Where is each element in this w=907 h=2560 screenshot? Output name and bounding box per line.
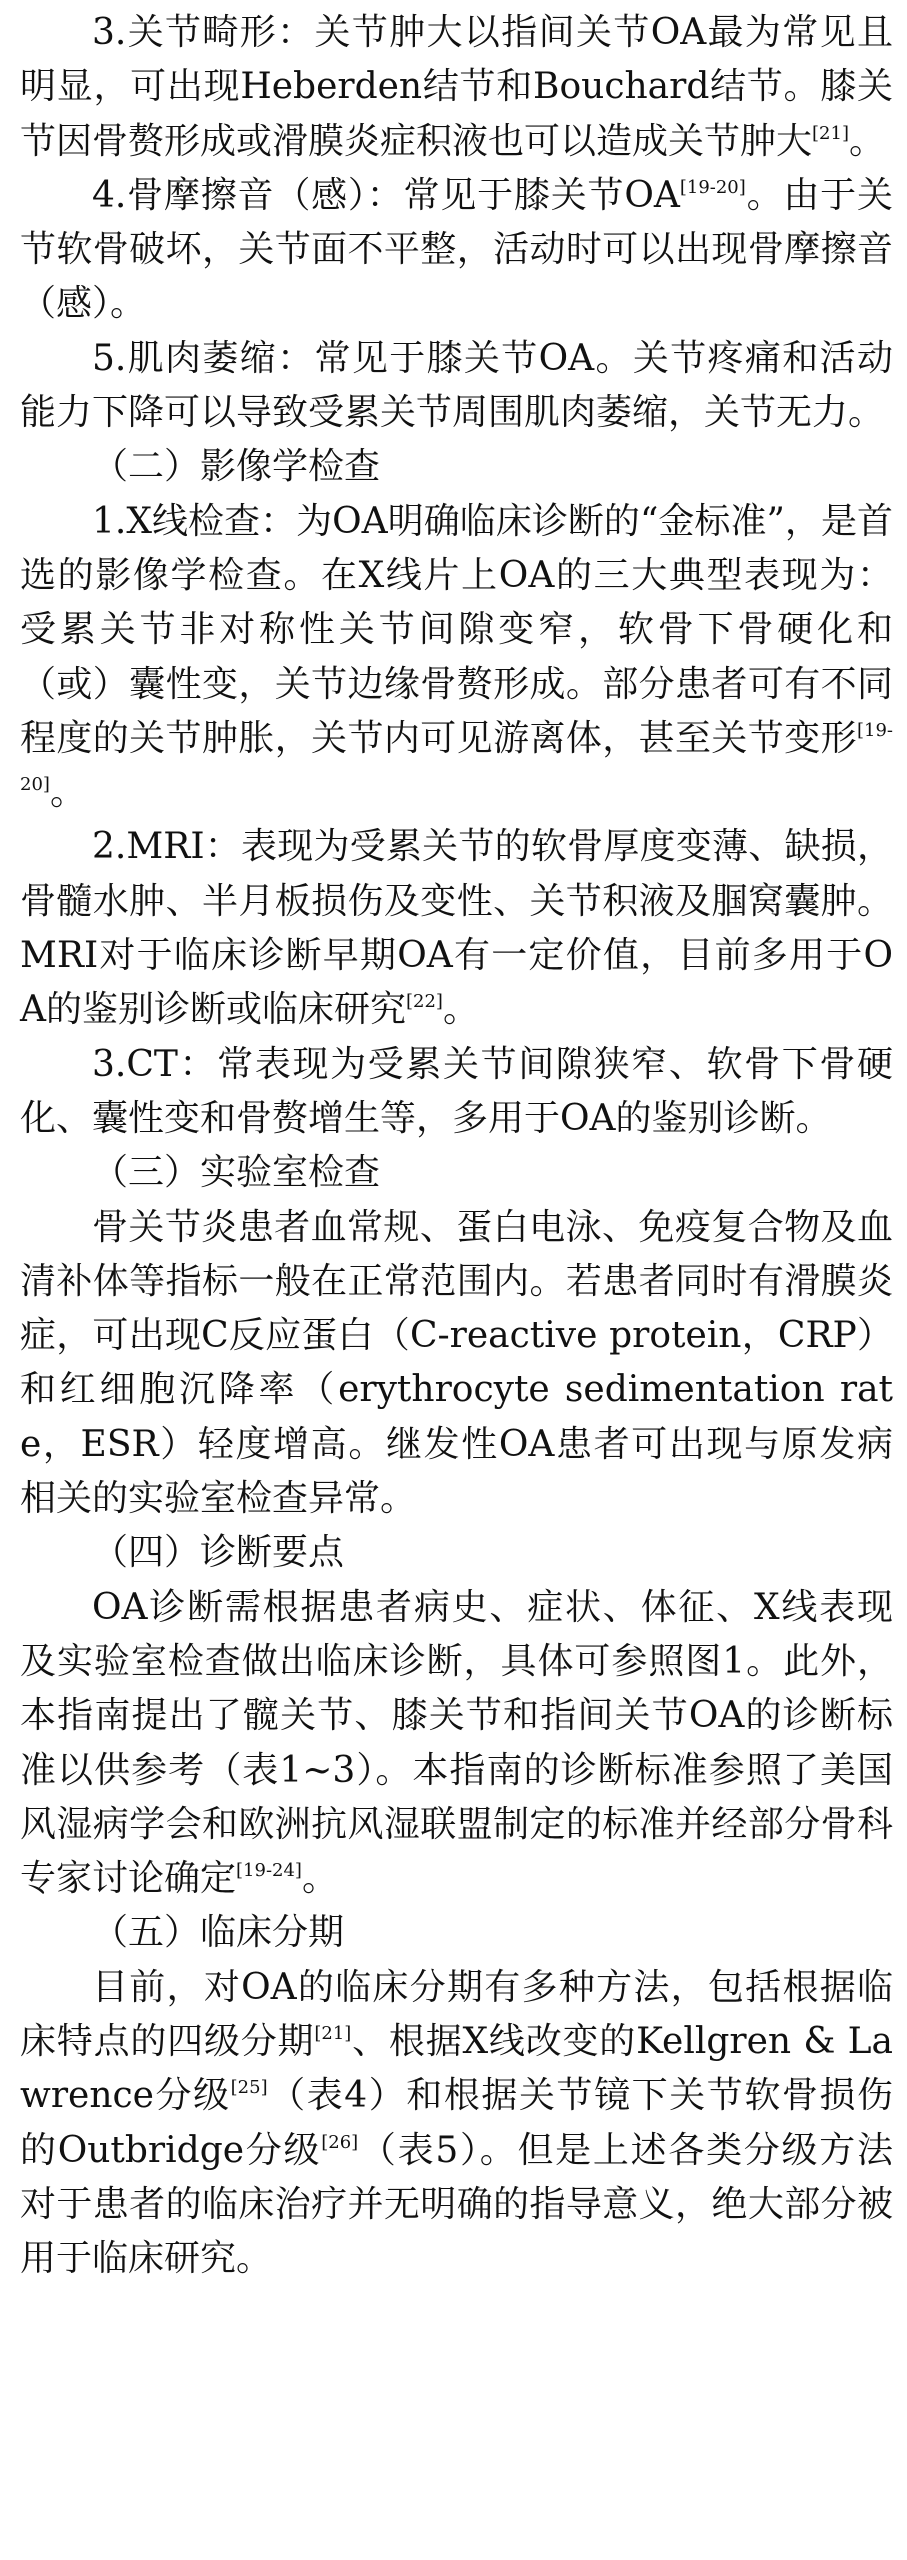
paragraph-joint-deformity: 3.关节畸形：关节肿大以指间关节OA最为常见且明显，可出现Heberden结节和Bouchard结节。膝关节因骨赘形成或滑膜炎症积液也可以造成关节肿大[21]。: [20, 12, 893, 162]
citation-ref[interactable]: [19-24]: [236, 1860, 302, 1882]
paragraph-muscle-atrophy: [20, 332, 893, 441]
paragraph-ct: [20, 1038, 893, 1147]
paragraph-lab: [20, 1201, 893, 1527]
paragraph-staging: [20, 1961, 893, 2287]
paragraph-text: 、根据X线改变的Kellgren & Lawrence分级: [20, 2020, 893, 2117]
citation-ref[interactable]: [22]: [406, 991, 443, 1013]
paragraph-text: OA诊断需根据患者病史、症状、体征、X线表现及实验室检查做出临床诊断，具体可参照图1。此外，本指南提出了髋关节、膝关节和指间关节OA的诊断标准以供参考（表1~3）。本指南的诊断标准参照了美国风湿病学会和欧洲抗风湿联盟制定的标准并经部分骨科专家讨论确定: [20, 1586, 893, 1900]
paragraph-text: 3.CT：常表现为受累关节间隙狭窄、软骨下骨硬化、囊性变和骨赘增生等，多用于OA的鉴别诊断。: [20, 1043, 893, 1139]
paragraph-text: 骨关节炎患者血常规、蛋白电泳、免疫复合物及血清补体等指标一般在正常范围内。若患者同时有滑膜炎症，可出现C反应蛋白（C-reactive protein，CRP）和红细胞沉降率（erythrocyte sedimentation rate，ESR）轻度增高。继发性OA患者可出现与原发病相关的实验室检查异常。: [20, 1206, 893, 1520]
citation-ref[interactable]: [26]: [321, 2131, 359, 2153]
paragraph-text: （表5）。但是上述各类分级方法对于患者的临床治疗并无明确的指导意义，绝大部分被用于临床研究。: [20, 2129, 893, 2280]
citation-ref[interactable]: [19-20]: [679, 176, 746, 198]
paragraph-text: 4.骨摩擦音（感）：常见于膝关节OA: [92, 174, 680, 216]
citation-ref[interactable]: [21]: [812, 122, 849, 144]
paragraph-crepitus: 4.骨摩擦音（感）：常见于膝关节OA[19-20]。由于关节软骨破坏，关节面不平整，活动时可以出现骨摩擦音（感）。: [20, 174, 893, 325]
citation-ref[interactable]: [19-20]: [20, 719, 893, 796]
section-heading-staging: （五）临床分期: [92, 1912, 345, 1954]
paragraph-text: 3.关节畸形：关节肿大以指间关节OA最为常见且明显，可出现Heberden结节和Bouchard结节。膝关节因骨赘形成或滑膜炎症积液也可以造成关节肿大: [20, 12, 893, 162]
section-heading-imaging: （二）影像学检查: [92, 446, 381, 488]
citation-ref[interactable]: [25]: [230, 2077, 268, 2099]
section-heading-diagnosis: （四）诊断要点: [92, 1532, 345, 1574]
citation-ref[interactable]: [21]: [314, 2022, 352, 2044]
paragraph-diagnosis: OA诊断需根据患者病史、症状、体征、X线表现及实验室检查做出临床诊断，具体可参照图1。此外，本指南提出了髋关节、膝关节和指间关节OA的诊断标准以供参考（表1~3）。本指南的诊断标准参照了美国风湿病学会和欧洲抗风湿联盟制定的标准并经部分骨科专家讨论确定[19-24]。: [20, 1586, 893, 1900]
paragraph-xray: 1.X线检查：为OA明确临床诊断的“金标准”，是首选的影像学检查。在X线片上OA的三大典型表现为：受累关节非对称性关节间隙变窄，软骨下骨硬化和（或）囊性变，关节边缘骨赘形成。部分患者可有不同程度的关节肿胀，关节内可见游离体，甚至关节变形[19-20]。: [20, 500, 893, 814]
paragraph-text: 5.肌肉萎缩：常见于膝关节OA。关节疼痛和活动能力下降可以导致受累关节周围肌肉萎缩，关节无力。: [20, 337, 893, 434]
paragraph-text: 1.X线检查：为OA明确临床诊断的“金标准”，是首选的影像学检查。在X线片上OA的三大典型表现为：受累关节非对称性关节间隙变窄，软骨下骨硬化和（或）囊性变，关节边缘骨赘形成。部分患者可有不同程度的关节肿胀，关节内可见游离体，甚至关节变形: [20, 500, 893, 759]
paragraph-text: 目前，对OA的临床分期有多种方法，包括根据临床特点的四级分期: [20, 1966, 893, 2062]
paragraph-text: 2.MRI：表现为受累关节的软骨厚度变薄、缺损，骨髓水肿、半月板损伤及变性、关节积液及腘窝囊肿。MRI对于临床诊断早期OA有一定价值，目前多用于OA的鉴别诊断或临床研究: [20, 826, 893, 1031]
paragraph-mri: 2.MRI：表现为受累关节的软骨厚度变薄、缺损，骨髓水肿、半月板损伤及变性、关节积液及腘窝囊肿。MRI对于临床诊断早期OA有一定价值，目前多用于OA的鉴别诊断或临床研究[22]。: [20, 826, 893, 1031]
section-heading-lab: （三）实验室检查: [92, 1152, 381, 1194]
paragraph-text: （表4）和根据关节镜下关节软骨损伤的Outbridge分级: [20, 2075, 893, 2171]
